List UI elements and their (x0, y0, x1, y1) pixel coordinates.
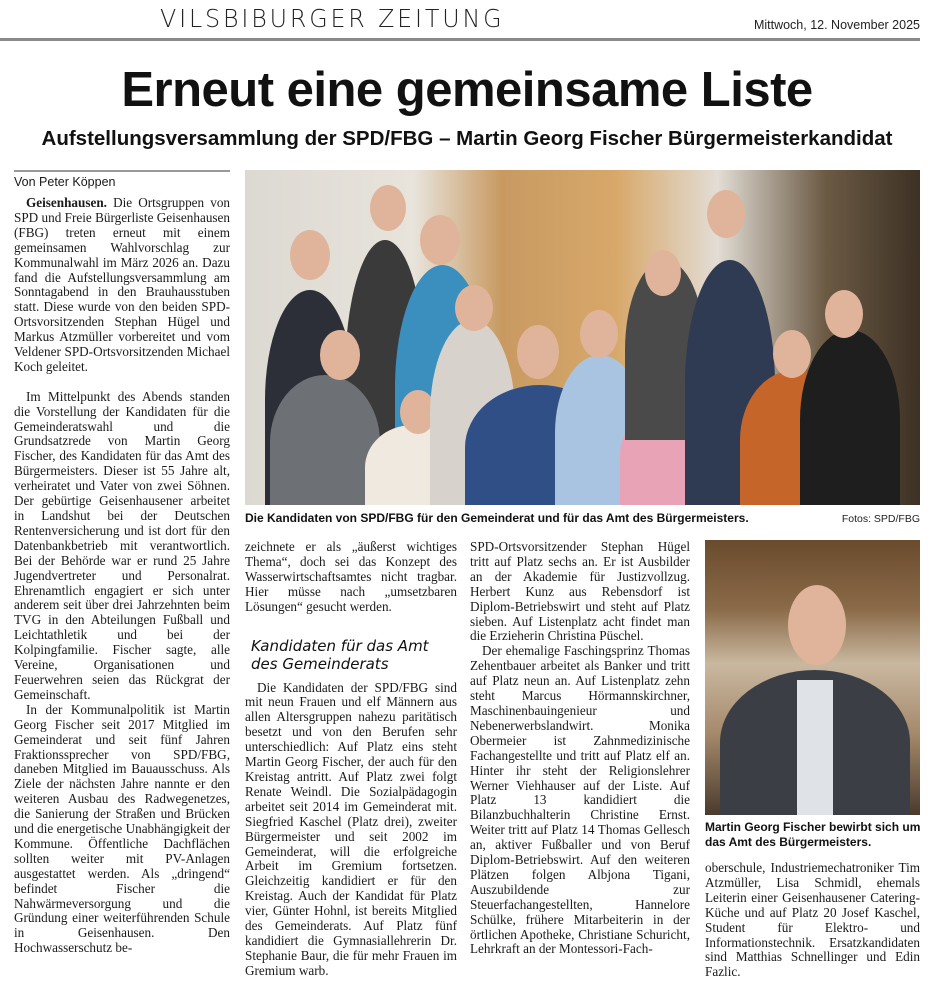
photo-credit: Fotos: SPD/FBG (841, 513, 920, 525)
paragraph: Die Kandidaten der SPD/FBG sind mit neun Frauen und elf Männern aus allen Altersgruppen nahezu paritätisch besetzt und von den Berufen sehr unterschiedlich: Auf Platz eins steht Martin Georg Fischer, der auch für den Kreistag antritt. Auf Platz zwei folgt Renate Weindl. Die Sozialpädagogin arbeitet seit 2014 im Gemeinderat mit. Siegfried Kaschel (Platz drei), zweiter Bürgermeister und seit 2002 im Gemeinderat, will die erfolgreiche Arbeit im Gremium fortsetzen. Gleichzeitig kandidiert er für den Kreistag. Auch der Kandidat für Platz vier, Günter Hohnl, ist bereits Mitglied des Gemeinderats. Auf Platz fünf kandidiert die Gymnasiallehrerin Dr. Stephanie Baur, die für mehr Frauen im Gremium warb. (245, 679, 457, 978)
byline: Von Peter Köppen (14, 175, 116, 189)
article-headline: Erneut eine gemeinsame Liste (121, 63, 813, 117)
article-column-2 (245, 540, 457, 979)
paragraph: In der Kommunalpolitik ist Martin Georg Fischer seit 2017 Mitglied im Gemeinderat und seit fünf Jahren Fraktionssprecher von SPD/FBG, daneben Mitglied im Bauausschuss. Als Ziele der nächsten Jahre nannte er den weiteren Ausbau des Radwegenetzes, die Sanierung der Straßen und Brücken und die energetische Unabhängigkeit der Kommune. Öffentliche Dachflächen sollten weiter mit PV-Anlagen ausgestattet werden. Als „dringend“ befindet Fischer die Nahwärmeversorgung und die Gründung einer weiterführenden Schule in Geisenhausen. Den Hochwasserschutz be- (14, 701, 230, 956)
paragraph: Der ehemalige Faschingsprinz Thomas Zehentbauer arbeitet als Banker und tritt auf Platz neun an. Auf Listenplatz zehn steht Marcus Hörmannskirchner, Maschinenbauingenieur und Nebenerwerbslandwirt. Monika Obermeier ist Zahnmedizinische Fachangestellte und tritt auf Platz elf an. Hinter ihr steht der Religionslehrer Werner Viehhauser auf der Liste. Auf Platz 13 kandidiert die Bilanzbuchhalterin Christine Ernst. Weiter tritt auf Platz 14 Thomas Gellesch an, aktiver Fußballer und von Beruf Diplom-Betriebswirt. Auf den weiteren Plätzen folgen Albjona Tigani, Auszubildende zur Steuerfachangestellten, Hannelore Schülke, frühere Mitarbeiterin in der örtlichen Apotheke, Christiane Schuricht, Lehrkraft an der Montessori-Fach- (470, 643, 690, 957)
group-photo-caption: Die Kandidaten von SPD/FBG für den Gemeinderat und für das Amt des Bürgermeisters. (245, 511, 749, 525)
article-column-1 (14, 196, 230, 956)
paragraph: SPD-Ortsvorsitzender Stephan Hügel tritt auf Platz sechs an. Er ist Ausbilder an der Akademie für Justizvollzug. Herbert Kunz aus Rebensdorf ist Diplom-Betriebswirt und steht auf Platz sieben. Auf Listenplatz acht findet man die Erzieherin Christina Püschel. (470, 539, 690, 644)
section-heading: Kandidaten für das Amt des Gemeinderats (251, 636, 429, 673)
paragraph: oberschule, Industriemechatroniker Tim Atzmüller, Lisa Schmidl, ehemals Leiterin einer Geisenhausener Catering-Küche und auf Platz 20 Josef Kaschel, Student für Elektro- und Informationstechnik. Ersatzkandidaten sind Matthias Schnellinger und Edin Fazlic. (705, 860, 920, 980)
paragraph: zeichnete er als „äußerst wichtiges Thema“, doch sei das Konzept des Wasserwirtschaftsamtes nicht tragbar. Hier müsse nach „umsetzbaren Lösungen“ gesucht werden. (245, 539, 457, 614)
header-divider (0, 38, 920, 41)
paragraph: Im Mittelpunkt des Abends standen die Vorstellung der Kandidaten für die Gemeinderatswahl und die Grundsatzrede von Martin Georg Fischer, des Kandidaten für das Amt des Bürgermeisters. Dieser ist 55 Jahre alt, verheiratet und Vater von zwei Söhnen. Der gebürtige Geisenhausener arbeitet in Landshut bei der Deutschen Rentenversicherung und ist dort für den Datenbankbetrieb mit verantwortlich. Bei der Behörde war er rund 25 Jahre Jugendvertreter und Personalrat. Ehrenamtlich engagiert er sich unter anderem seit über drei Jahrzehnten beim TVG in den Abteilungen Fußball und Leichtathletik und bei der Kolpingfamilie. Fischer sagte, alle Vereine, Organisationen und Feuerwehren seien das Rückgrat der Gemeinschaft. (14, 388, 230, 702)
portrait-caption: Martin Georg Fischer bewirbt sich um das Amt des Bürgermeisters. (705, 820, 921, 849)
byline-divider (14, 170, 230, 172)
candidate-portrait-photo (705, 540, 920, 815)
dateline: Geisenhausen. (26, 195, 107, 210)
paragraph: Geisenhausen. Die Ortsgruppen von SPD und Freie Bürgerliste Geisenhausen (FBG) treten erneut mit einem gemeinsamen Wahlvorschlag zur Kommunalwahl im März 2026 an. Dazu fand die Aufstellungsversammlung am Sonntagabend in den Brauhausstuben statt. Diese wurde von den beiden SPD-Ortsvorsitzenden Stephan Hügel und Markus Atzmüller vorbereitet und vom Veldener SPD-Ortsvorsitzenden Michael Koch geleitet. (14, 195, 231, 374)
newspaper-masthead: VILSBIBURGER ZEITUNG (160, 4, 505, 33)
article-subheadline: Aufstellungsversammlung der SPD/FBG – Martin Georg Fischer Bürgermeisterkandidat (41, 127, 893, 150)
issue-date: Mittwoch, 12. November 2025 (753, 18, 920, 32)
group-photo (245, 170, 920, 505)
article-column-3 (470, 540, 690, 957)
article-column-4 (705, 861, 920, 980)
